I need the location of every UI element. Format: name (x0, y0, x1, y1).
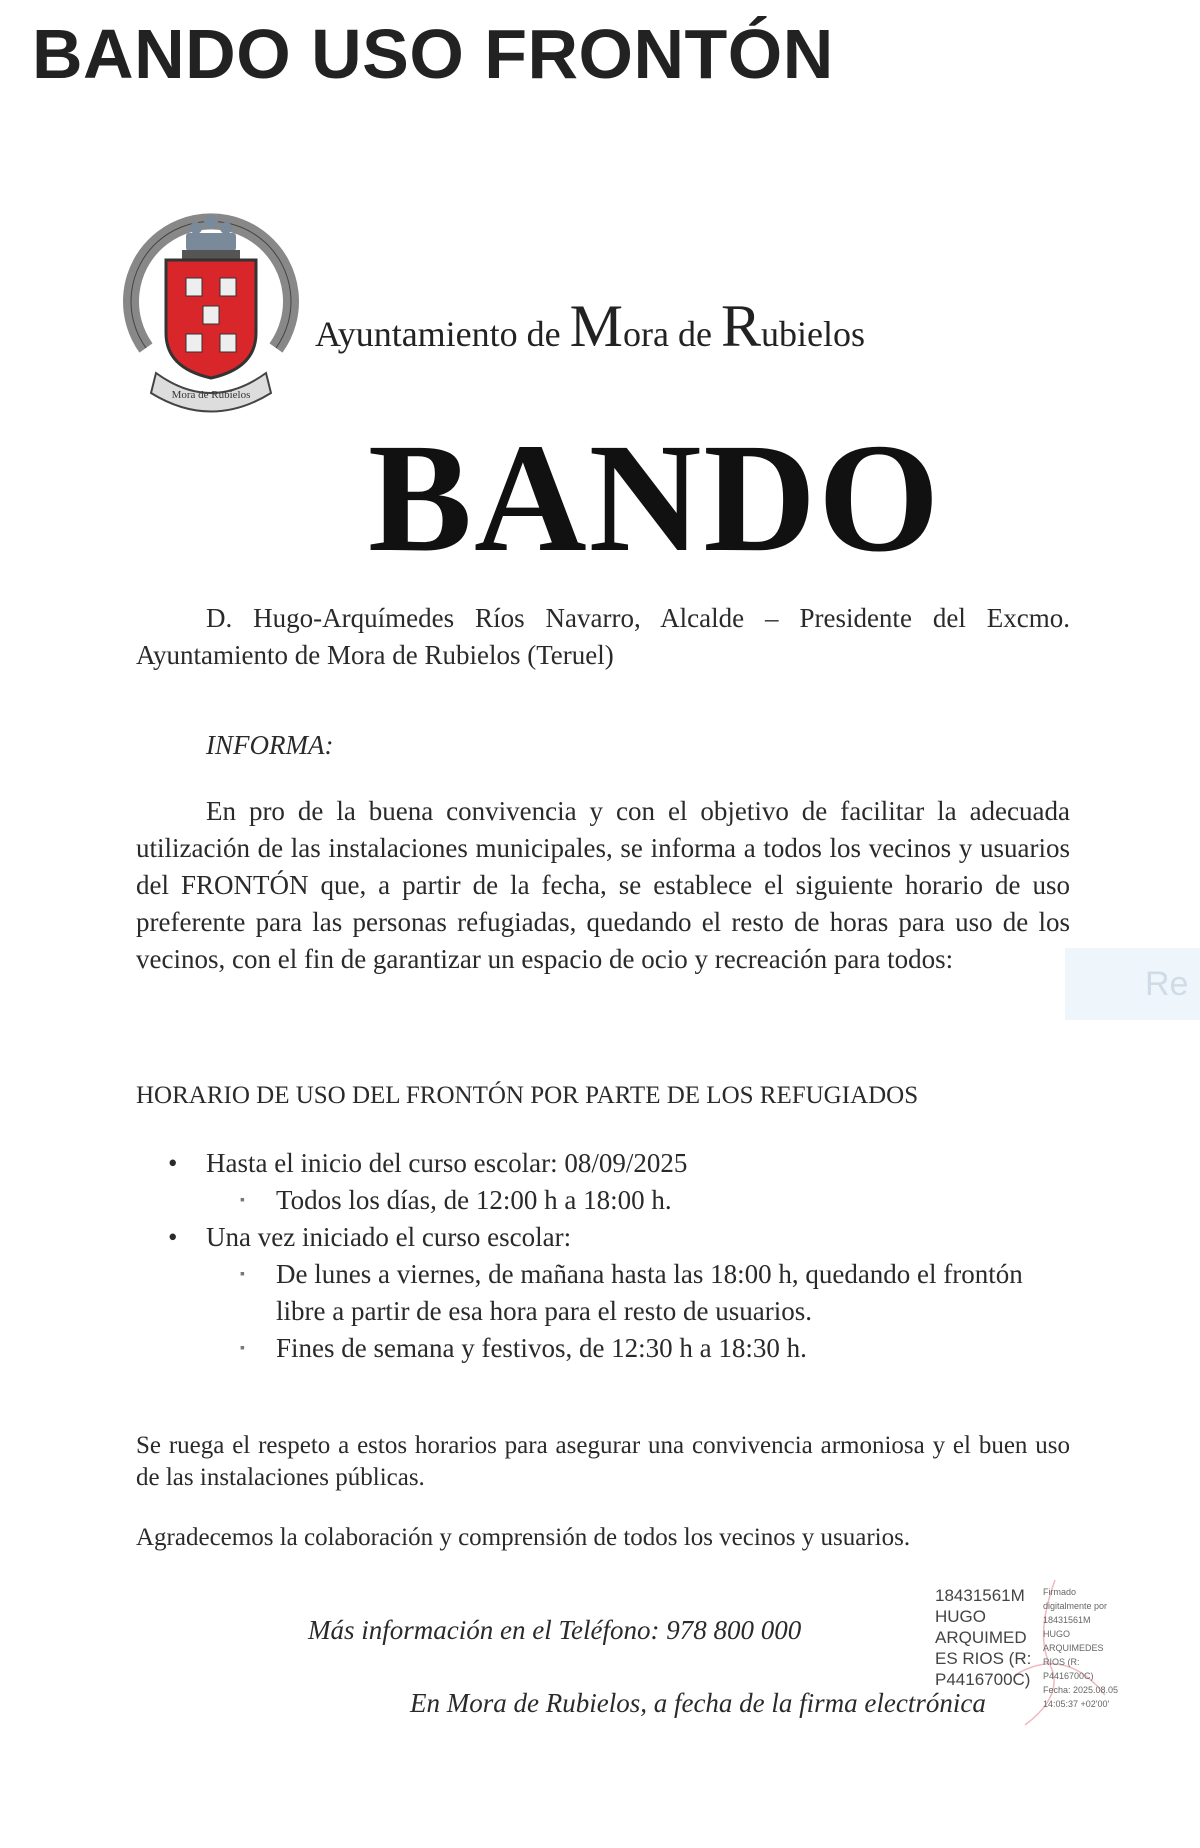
schedule-heading: HORARIO DE USO DEL FRONTÓN POR PARTE DE LOS REFUGIADOS (136, 1082, 919, 1109)
logo-text: Mora de Rubielos (171, 389, 251, 401)
signature-line: ARQUIMED (935, 1628, 1027, 1647)
informa-label: INFORMA: (206, 730, 334, 760)
digital-signature (935, 1585, 1165, 1725)
side-overlay-button[interactable]: Re (1065, 948, 1200, 1020)
org-initial-r: R (720, 293, 761, 359)
signature-detail: ARQUIMEDES (1043, 1643, 1104, 1653)
signature-line: 18431561M (935, 1586, 1025, 1605)
signature-detail: RIOS (R: (1043, 1657, 1080, 1667)
signature-detail: Firmado (1043, 1587, 1077, 1597)
body-paragraph: En pro de la buena convivencia y con el objetivo de facilitar la adecuada utilización de las instalaciones municipales, se informa a todos los vecinos y usuarios del FRONTÓN que, a partir de la fecha, se establece el siguiente horario de uso preferente para las personas refugiadas, quedando el resto de horas para uso de los vecinos, con el fin de garantizar un espacio de ocio y recreación para todos: (136, 796, 1070, 974)
signature-detail: Fecha: 2025.08.05 (1043, 1685, 1119, 1695)
bando-heading: BANDO (368, 411, 942, 584)
org-text: ora de (623, 314, 721, 354)
signature-line: P4416700C) (935, 1670, 1031, 1689)
signature-line: HUGO (935, 1607, 986, 1626)
schedule-list (136, 1145, 1056, 1367)
schedule-item: • Una vez iniciado el curso escolar: (136, 1219, 1056, 1256)
coat-of-arms-logo (116, 198, 306, 418)
closing-line: En Mora de Rubielos, a fecha de la firma electrónica (410, 1688, 986, 1718)
org-initial-m: M (569, 293, 623, 359)
thanks-paragraph: Agradecemos la colaboración y comprensión de todos los vecinos y usuarios. (136, 1524, 911, 1551)
schedule-subitem: ▪ De lunes a viernes, de mañana hasta las 18:00 h, quedando el frontón libre a partir de esa hora para el resto de usuarios. (136, 1256, 1056, 1330)
signature-line: ES RIOS (R: (935, 1649, 1032, 1668)
request-paragraph: Se ruega el respeto a estos horarios para asegurar una convivencia armoniosa y el buen uso de las instalaciones públicas. (136, 1432, 1070, 1491)
schedule-item: • Hasta el inicio del curso escolar: 08/09/2025 (136, 1145, 1056, 1182)
signature-detail: digitalmente por (1043, 1601, 1108, 1611)
org-text-end: ubielos (760, 314, 865, 354)
org-prefix: Ayuntamiento de (315, 314, 570, 354)
page-title: BANDO USO FRONTÓN (32, 15, 834, 93)
signature-detail: HUGO (1043, 1629, 1070, 1639)
signature-detail: 14:05:37 +02'00' (1043, 1699, 1110, 1709)
signature-detail: 18431561M (1043, 1615, 1091, 1625)
schedule-subitem: ▪ Todos los días, de 12:00 h a 18:00 h. (136, 1182, 1056, 1219)
contact-info: Más información en el Teléfono: 978 800 000 (308, 1615, 802, 1645)
signature-detail: P4416700C) (1043, 1671, 1094, 1681)
schedule-subitem: ▪ Fines de semana y festivos, de 12:30 h a 18:30 h. (136, 1330, 1056, 1367)
municipality-name (315, 292, 865, 361)
intro-paragraph: D. Hugo-Arquímedes Ríos Navarro, Alcalde – Presidente del Excmo. Ayuntamiento de Mora de Rubielos (Teruel) (136, 603, 1070, 670)
